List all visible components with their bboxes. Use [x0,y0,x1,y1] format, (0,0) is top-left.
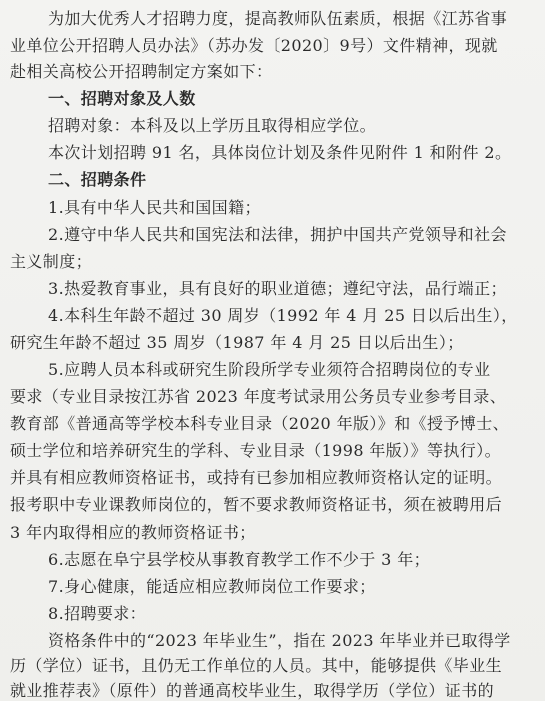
condition-item-5-cont-1: 要求（专业目录按江苏省 2023 年度考试录用公务员专业参考目录、 [10,387,507,407]
condition-item-5-cont-5: 报考职中专业课教师岗位的，暂不要求教师资格证书，须在被聘用后 [10,495,503,515]
condition-item-2: 2.遵守中华人民共和国宪法和法律，拥护中国共产党领导和社会 [48,224,507,244]
condition-item-3: 3.热爱教育事业，具有良好的职业道德；遵纪守法，品行端正； [48,278,507,298]
condition-item-8-detail-3: 就业推荐表》（原件）的普通高校毕业生，取得学历（学位）证书的 [10,681,495,700]
paragraph-line-2: 业单位公开招聘人员办法》（苏办发〔2020〕9号）文件精神，现就 [10,36,498,56]
condition-item-4-cont: 研究生年龄不超过 35 周岁（1987 年 4 月 25 日以后出生）； [10,332,464,352]
condition-item-2-cont: 主义制度； [10,251,93,271]
condition-item-5-cont-2: 教育部《普通高等学校本科专业目录（2020 年版）》和《授予博士、 [10,414,510,434]
condition-item-1: 1.具有中华人民共和国国籍； [48,197,261,217]
paragraph-line-5: 招聘对象：本科及以上学历且取得相应学位。 [48,116,377,136]
condition-item-6: 6.志愿在阜宁县学校从事教育教学工作不少于 3 年； [48,549,431,569]
paragraph-line-6: 本次计划招聘 91 名，具体岗位计划及条件见附件 1 和附件 2。 [48,143,512,163]
condition-item-5-cont-6: 3 年内取得相应的教师资格证书； [10,522,256,542]
condition-item-8-detail-1: 资格条件中的“2023 年毕业生”，指在 2023 年毕业并已取得学 [48,630,511,650]
condition-item-5: 5.应聘人员本科或研究生阶段所学专业须符合招聘岗位的专业 [48,360,491,380]
condition-item-8-detail-2: 历（学位）证书，且仍无工作单位的人员。其中，能够提供《毕业生 [10,655,503,675]
paragraph-line-1: 为加大优秀人才招聘力度，提高教师队伍素质，根据《江苏省事 [48,9,508,28]
condition-item-5-cont-3: 硕士学位和培养研究生的学科、专业目录（1998 年版）》等执行）。 [10,441,502,461]
condition-item-8: 8.招聘要求： [48,603,147,623]
paragraph-line-3: 赴相关高校公开招聘制定方案如下： [10,62,273,82]
condition-item-4: 4.本科生年龄不超过 30 周岁（1992 年 4 月 25 日以后出生）， [48,305,518,325]
condition-item-7: 7.身心健康，能适应相应教师岗位工作要求； [48,576,376,596]
section-heading-1: 一、招聘对象及人数 [48,89,196,109]
condition-item-5-cont-4: 并具有相应教师资格证书，或持有已参加相应教师资格认定的证明。 [10,468,503,488]
section-heading-2: 二、招聘条件 [48,170,147,190]
